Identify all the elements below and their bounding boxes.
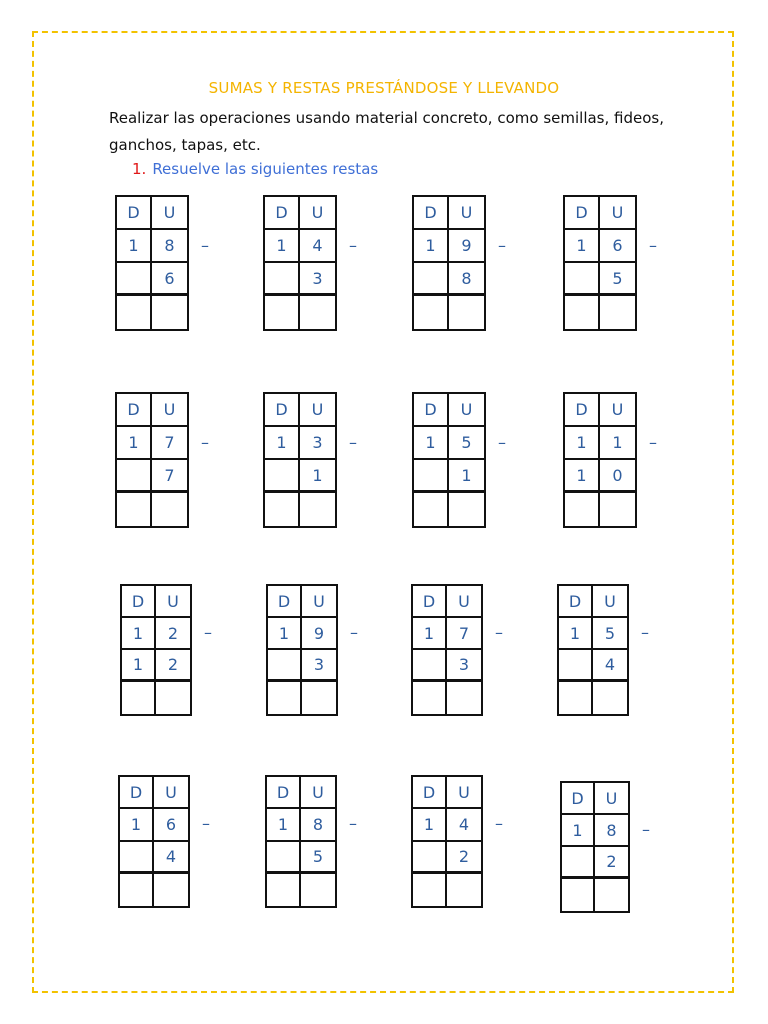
answer-tens-cell[interactable] (267, 874, 301, 906)
minuend-tens-cell: 1 (122, 618, 156, 650)
place-value-grid (118, 775, 190, 908)
minuend-tens-cell: 1 (565, 427, 600, 460)
header-tens-cell: D (559, 586, 593, 618)
answer-units-cell[interactable] (156, 682, 190, 714)
answer-units-cell[interactable] (302, 682, 336, 714)
minuend-units-cell: 8 (152, 230, 187, 263)
subtraction-problem (263, 392, 357, 528)
header-units-cell: U (300, 394, 335, 427)
header-units-cell: U (152, 197, 187, 230)
place-value-grid (263, 392, 337, 528)
subtrahend-units-cell: 1 (449, 460, 484, 493)
place-value-grid (120, 584, 192, 716)
minuend-units-cell: 6 (600, 230, 635, 263)
minus-sign: – (642, 820, 650, 839)
header-tens-cell: D (413, 586, 447, 618)
place-value-grid (412, 195, 486, 331)
subtrahend-tens-cell (120, 842, 154, 874)
minus-sign: – (349, 432, 357, 452)
answer-tens-cell[interactable] (117, 493, 152, 526)
subtrahend-tens-cell (117, 460, 152, 493)
minuend-tens-cell: 1 (413, 809, 447, 841)
minus-sign: – (498, 432, 506, 452)
subtrahend-tens-cell (265, 263, 300, 296)
minuend-units-cell: 9 (302, 618, 336, 650)
minuend-tens-cell: 1 (265, 230, 300, 263)
minuend-units-cell: 7 (152, 427, 187, 460)
minus-sign: – (495, 623, 503, 642)
answer-tens-cell[interactable] (122, 682, 156, 714)
minus-sign: – (641, 623, 649, 642)
place-value-grid (563, 392, 637, 528)
answer-units-cell[interactable] (152, 296, 187, 329)
minuend-tens-cell: 1 (268, 618, 302, 650)
header-tens-cell: D (414, 197, 449, 230)
exercise-text: Resuelve las siguientes restas (152, 160, 379, 178)
header-units-cell: U (154, 777, 188, 809)
header-tens-cell: D (414, 394, 449, 427)
minuend-units-cell: 8 (595, 815, 628, 847)
place-value-grid (412, 392, 486, 528)
place-value-grid (557, 584, 629, 716)
place-value-grid (115, 195, 189, 331)
subtraction-problem (563, 195, 657, 331)
subtrahend-units-cell: 0 (600, 460, 635, 493)
header-units-cell: U (447, 777, 481, 809)
header-tens-cell: D (565, 197, 600, 230)
subtrahend-tens-cell (565, 263, 600, 296)
subtrahend-units-cell: 8 (449, 263, 484, 296)
answer-units-cell[interactable] (600, 296, 635, 329)
answer-tens-cell[interactable] (120, 874, 154, 906)
subtraction-problem (412, 392, 506, 528)
header-units-cell: U (447, 586, 481, 618)
subtraction-problem (412, 195, 506, 331)
place-value-grid (263, 195, 337, 331)
place-value-grid (265, 775, 337, 908)
subtraction-problem (120, 584, 212, 716)
subtrahend-tens-cell (117, 263, 152, 296)
answer-tens-cell[interactable] (414, 493, 449, 526)
subtrahend-tens-cell (267, 842, 301, 874)
answer-units-cell[interactable] (449, 493, 484, 526)
subtrahend-units-cell: 6 (152, 263, 187, 296)
subtrahend-tens-cell (562, 847, 595, 879)
subtrahend-tens-cell: 1 (565, 460, 600, 493)
subtraction-problem (560, 781, 650, 913)
minuend-tens-cell: 1 (117, 427, 152, 460)
answer-tens-cell[interactable] (559, 682, 593, 714)
subtrahend-tens-cell (414, 263, 449, 296)
header-units-cell: U (301, 777, 335, 809)
minuend-units-cell: 9 (449, 230, 484, 263)
header-tens-cell: D (117, 394, 152, 427)
answer-units-cell[interactable] (447, 874, 481, 906)
minuend-tens-cell: 1 (414, 427, 449, 460)
minus-sign: – (649, 235, 657, 255)
subtrahend-units-cell: 2 (447, 842, 481, 874)
minuend-units-cell: 8 (301, 809, 335, 841)
subtrahend-units-cell: 2 (156, 650, 190, 682)
answer-units-cell[interactable] (447, 682, 481, 714)
minus-sign: – (202, 814, 210, 834)
subtraction-problem (563, 392, 657, 528)
header-units-cell: U (600, 197, 635, 230)
subtraction-problem (115, 392, 209, 528)
subtraction-problem (118, 775, 210, 908)
minuend-units-cell: 5 (449, 427, 484, 460)
minuend-units-cell: 6 (154, 809, 188, 841)
subtrahend-units-cell: 7 (152, 460, 187, 493)
answer-tens-cell[interactable] (562, 879, 595, 911)
minuend-tens-cell: 1 (120, 809, 154, 841)
place-value-grid (560, 781, 630, 913)
subtraction-problem (557, 584, 649, 716)
subtrahend-units-cell: 2 (595, 847, 628, 879)
answer-units-cell[interactable] (300, 493, 335, 526)
subtrahend-tens-cell (413, 650, 447, 682)
place-value-grid (411, 775, 483, 908)
place-value-grid (411, 584, 483, 716)
document-title: SUMAS Y RESTAS PRESTÁNDOSE Y LLEVANDO (208, 79, 560, 97)
minuend-units-cell: 1 (600, 427, 635, 460)
header-tens-cell: D (265, 197, 300, 230)
subtraction-problem (115, 195, 209, 331)
exercise-heading (132, 160, 378, 178)
exercise-number: 1. (132, 160, 147, 178)
answer-units-cell[interactable] (593, 682, 627, 714)
minus-sign: – (349, 235, 357, 255)
minus-sign: – (495, 814, 503, 834)
subtraction-problem (411, 775, 503, 908)
answer-tens-cell[interactable] (414, 296, 449, 329)
place-value-grid (266, 584, 338, 716)
minus-sign: – (350, 623, 358, 642)
answer-tens-cell[interactable] (565, 493, 600, 526)
minuend-tens-cell: 1 (413, 618, 447, 650)
header-tens-cell: D (120, 777, 154, 809)
place-value-grid (563, 195, 637, 331)
header-units-cell: U (152, 394, 187, 427)
answer-tens-cell[interactable] (265, 493, 300, 526)
header-tens-cell: D (267, 777, 301, 809)
answer-units-cell[interactable] (152, 493, 187, 526)
minuend-units-cell: 4 (300, 230, 335, 263)
minuend-units-cell: 5 (593, 618, 627, 650)
instructions-text: Realizar las operaciones usando material concreto, como semillas, fideos, ganchos, tapas, etc. (109, 109, 664, 154)
subtraction-problem (265, 775, 357, 908)
subtrahend-units-cell: 3 (447, 650, 481, 682)
minuend-units-cell: 7 (447, 618, 481, 650)
header-tens-cell: D (413, 777, 447, 809)
answer-units-cell[interactable] (154, 874, 188, 906)
minuend-tens-cell: 1 (414, 230, 449, 263)
minuend-units-cell: 2 (156, 618, 190, 650)
answer-tens-cell[interactable] (413, 874, 447, 906)
subtrahend-units-cell: 5 (600, 263, 635, 296)
header-units-cell: U (300, 197, 335, 230)
minuend-tens-cell: 1 (117, 230, 152, 263)
header-tens-cell: D (562, 783, 595, 815)
minus-sign: – (349, 814, 357, 834)
subtrahend-units-cell: 5 (301, 842, 335, 874)
subtrahend-tens-cell (413, 842, 447, 874)
answer-tens-cell[interactable] (117, 296, 152, 329)
header-tens-cell: D (268, 586, 302, 618)
minuend-tens-cell: 1 (267, 809, 301, 841)
subtrahend-units-cell: 4 (154, 842, 188, 874)
header-tens-cell: D (265, 394, 300, 427)
minuend-units-cell: 4 (447, 809, 481, 841)
answer-units-cell[interactable] (595, 879, 628, 911)
subtraction-problem (263, 195, 357, 331)
answer-tens-cell[interactable] (265, 296, 300, 329)
answer-tens-cell[interactable] (268, 682, 302, 714)
header-units-cell: U (600, 394, 635, 427)
minuend-tens-cell: 1 (265, 427, 300, 460)
answer-units-cell[interactable] (300, 296, 335, 329)
answer-tens-cell[interactable] (565, 296, 600, 329)
header-units-cell: U (449, 197, 484, 230)
subtraction-problem (266, 584, 358, 716)
subtrahend-units-cell: 4 (593, 650, 627, 682)
subtrahend-units-cell: 1 (300, 460, 335, 493)
header-units-cell: U (156, 586, 190, 618)
minus-sign: – (201, 432, 209, 452)
header-units-cell: U (595, 783, 628, 815)
minus-sign: – (498, 235, 506, 255)
subtrahend-units-cell: 3 (300, 263, 335, 296)
header-units-cell: U (302, 586, 336, 618)
place-value-grid (115, 392, 189, 528)
minuend-tens-cell: 1 (562, 815, 595, 847)
header-units-cell: U (593, 586, 627, 618)
header-units-cell: U (449, 394, 484, 427)
subtrahend-tens-cell (559, 650, 593, 682)
subtraction-problem (411, 584, 503, 716)
subtrahend-tens-cell (268, 650, 302, 682)
header-tens-cell: D (117, 197, 152, 230)
minus-sign: – (649, 432, 657, 452)
answer-tens-cell[interactable] (413, 682, 447, 714)
minus-sign: – (204, 623, 212, 642)
subtrahend-tens-cell (414, 460, 449, 493)
header-tens-cell: D (122, 586, 156, 618)
answer-units-cell[interactable] (449, 296, 484, 329)
minuend-tens-cell: 1 (565, 230, 600, 263)
minuend-units-cell: 3 (300, 427, 335, 460)
subtrahend-units-cell: 3 (302, 650, 336, 682)
subtrahend-tens-cell: 1 (122, 650, 156, 682)
answer-units-cell[interactable] (301, 874, 335, 906)
subtrahend-tens-cell (265, 460, 300, 493)
minus-sign: – (201, 235, 209, 255)
header-tens-cell: D (565, 394, 600, 427)
answer-units-cell[interactable] (600, 493, 635, 526)
minuend-tens-cell: 1 (559, 618, 593, 650)
